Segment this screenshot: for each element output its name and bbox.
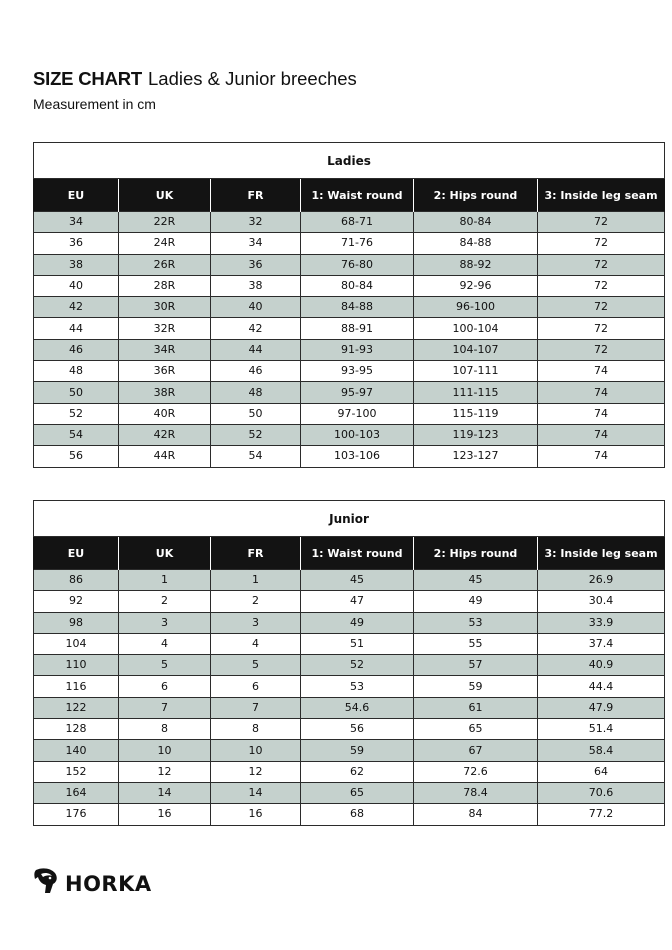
column-header-waist: 1: Waist round	[301, 537, 414, 570]
table-cell: 45	[301, 570, 414, 591]
table-cell: 26.9	[538, 570, 665, 591]
table-cell: 128	[34, 719, 119, 740]
table-cell: 67	[414, 740, 538, 761]
table-cell: 59	[414, 676, 538, 697]
junior-table-title: Junior	[34, 501, 665, 537]
table-cell: 6	[211, 676, 301, 697]
title-bold: SIZE CHART	[33, 68, 143, 89]
table-cell: 77.2	[538, 804, 665, 825]
table-cell: 53	[414, 612, 538, 633]
table-cell: 78.4	[414, 782, 538, 803]
table-cell: 12	[211, 761, 301, 782]
ladies-table-title: Ladies	[34, 143, 665, 179]
table-cell: 103-106	[301, 446, 414, 467]
junior-header-row	[34, 537, 665, 570]
table-cell: 44	[34, 318, 119, 339]
table-cell: 3	[211, 612, 301, 633]
column-header-uk: UK	[119, 537, 211, 570]
table-cell: 74	[538, 382, 665, 403]
table-cell: 88-91	[301, 318, 414, 339]
table-row	[34, 676, 665, 697]
table-cell: 72	[538, 297, 665, 318]
table-cell: 56	[301, 719, 414, 740]
table-cell: 8	[211, 719, 301, 740]
table-row	[34, 719, 665, 740]
table-cell: 48	[211, 382, 301, 403]
table-cell: 36	[34, 233, 119, 254]
table-cell: 59	[301, 740, 414, 761]
table-row	[34, 254, 665, 275]
table-cell: 47.9	[538, 697, 665, 718]
table-cell: 80-84	[301, 275, 414, 296]
table-cell: 16	[119, 804, 211, 825]
table-cell: 47	[301, 591, 414, 612]
table-cell: 12	[119, 761, 211, 782]
table-cell: 122	[34, 697, 119, 718]
table-cell: 110	[34, 655, 119, 676]
table-row	[34, 212, 665, 233]
table-row	[34, 633, 665, 654]
table-cell: 54	[34, 424, 119, 445]
column-header-eu: EU	[34, 537, 119, 570]
table-cell: 33.9	[538, 612, 665, 633]
table-cell: 5	[119, 655, 211, 676]
table-cell: 37.4	[538, 633, 665, 654]
table-cell: 14	[211, 782, 301, 803]
table-cell: 93-95	[301, 361, 414, 382]
table-cell: 42R	[119, 424, 211, 445]
table-cell: 50	[34, 382, 119, 403]
table-cell: 140	[34, 740, 119, 761]
page-subtitle: Measurement in cm	[33, 96, 156, 112]
horse-head-icon	[33, 866, 59, 901]
table-cell: 38R	[119, 382, 211, 403]
table-cell: 100-103	[301, 424, 414, 445]
table-row	[34, 233, 665, 254]
table-cell: 2	[119, 591, 211, 612]
junior-size-table	[33, 500, 664, 826]
table-row	[34, 697, 665, 718]
table-cell: 49	[301, 612, 414, 633]
table-cell: 42	[34, 297, 119, 318]
table-cell: 72	[538, 339, 665, 360]
table-cell: 38	[34, 254, 119, 275]
table-cell: 40.9	[538, 655, 665, 676]
column-header-hips: 2: Hips round	[414, 179, 538, 212]
table-row	[34, 424, 665, 445]
table-cell: 3	[119, 612, 211, 633]
table-row	[34, 591, 665, 612]
table-cell: 72	[538, 233, 665, 254]
table-cell: 71-76	[301, 233, 414, 254]
table-cell: 84	[414, 804, 538, 825]
table-cell: 58.4	[538, 740, 665, 761]
table-cell: 123-127	[414, 446, 538, 467]
table-cell: 76-80	[301, 254, 414, 275]
table-cell: 38	[211, 275, 301, 296]
table-cell: 26R	[119, 254, 211, 275]
table-cell: 40	[34, 275, 119, 296]
table-cell: 34R	[119, 339, 211, 360]
table-cell: 92	[34, 591, 119, 612]
table-cell: 28R	[119, 275, 211, 296]
table-cell: 74	[538, 403, 665, 424]
table-cell: 104-107	[414, 339, 538, 360]
page-title	[33, 68, 357, 90]
column-header-hips: 2: Hips round	[414, 537, 538, 570]
table-cell: 74	[538, 424, 665, 445]
table-cell: 32R	[119, 318, 211, 339]
table-cell: 64	[538, 761, 665, 782]
junior-table-body	[34, 570, 665, 826]
table-cell: 34	[34, 212, 119, 233]
table-cell: 4	[119, 633, 211, 654]
table-cell: 52	[301, 655, 414, 676]
table-cell: 104	[34, 633, 119, 654]
table-cell: 52	[34, 403, 119, 424]
table-row	[34, 655, 665, 676]
table-cell: 55	[414, 633, 538, 654]
table-cell: 91-93	[301, 339, 414, 360]
table-cell: 10	[211, 740, 301, 761]
table-cell: 54	[211, 446, 301, 467]
table-cell: 40	[211, 297, 301, 318]
table-cell: 100-104	[414, 318, 538, 339]
table-cell: 97-100	[301, 403, 414, 424]
table-cell: 65	[414, 719, 538, 740]
table-cell: 176	[34, 804, 119, 825]
title-rest: Ladies & Junior breeches	[148, 68, 357, 89]
table-row	[34, 570, 665, 591]
table-cell: 74	[538, 446, 665, 467]
table-cell: 7	[119, 697, 211, 718]
table-cell: 48	[34, 361, 119, 382]
column-header-uk: UK	[119, 179, 211, 212]
table-cell: 86	[34, 570, 119, 591]
table-cell: 56	[34, 446, 119, 467]
table-cell: 68-71	[301, 212, 414, 233]
table-cell: 61	[414, 697, 538, 718]
column-header-eu: EU	[34, 179, 119, 212]
table-cell: 34	[211, 233, 301, 254]
table-cell: 45	[414, 570, 538, 591]
table-row	[34, 782, 665, 803]
table-cell: 30R	[119, 297, 211, 318]
table-cell: 44	[211, 339, 301, 360]
column-header-inside-leg: 3: Inside leg seam	[538, 179, 665, 212]
table-cell: 40R	[119, 403, 211, 424]
column-header-waist: 1: Waist round	[301, 179, 414, 212]
table-row	[34, 318, 665, 339]
table-cell: 84-88	[301, 297, 414, 318]
table-cell: 70.6	[538, 782, 665, 803]
table-cell: 30.4	[538, 591, 665, 612]
table-row	[34, 612, 665, 633]
table-row	[34, 403, 665, 424]
table-cell: 72.6	[414, 761, 538, 782]
table-cell: 51.4	[538, 719, 665, 740]
column-header-inside-leg: 3: Inside leg seam	[538, 537, 665, 570]
table-cell: 98	[34, 612, 119, 633]
table-cell: 52	[211, 424, 301, 445]
table-cell: 116	[34, 676, 119, 697]
ladies-table-body	[34, 212, 665, 468]
table-cell: 107-111	[414, 361, 538, 382]
column-header-fr: FR	[211, 179, 301, 212]
table-cell: 119-123	[414, 424, 538, 445]
column-header-fr: FR	[211, 537, 301, 570]
table-cell: 72	[538, 212, 665, 233]
table-cell: 46	[34, 339, 119, 360]
table-cell: 111-115	[414, 382, 538, 403]
table-cell: 95-97	[301, 382, 414, 403]
table-cell: 72	[538, 254, 665, 275]
table-cell: 1	[119, 570, 211, 591]
table-cell: 6	[119, 676, 211, 697]
table-cell: 2	[211, 591, 301, 612]
table-row	[34, 804, 665, 825]
table-cell: 49	[414, 591, 538, 612]
table-cell: 36	[211, 254, 301, 275]
ladies-size-table	[33, 142, 664, 468]
table-cell: 1	[211, 570, 301, 591]
table-cell: 10	[119, 740, 211, 761]
table-cell: 50	[211, 403, 301, 424]
table-cell: 68	[301, 804, 414, 825]
table-cell: 54.6	[301, 697, 414, 718]
table-cell: 115-119	[414, 403, 538, 424]
table-cell: 4	[211, 633, 301, 654]
table-row	[34, 761, 665, 782]
table-cell: 46	[211, 361, 301, 382]
table-cell: 80-84	[414, 212, 538, 233]
table-cell: 96-100	[414, 297, 538, 318]
table-cell: 152	[34, 761, 119, 782]
table-cell: 72	[538, 275, 665, 296]
table-row	[34, 275, 665, 296]
table-cell: 74	[538, 361, 665, 382]
table-cell: 51	[301, 633, 414, 654]
brand-name: HORKA	[65, 871, 152, 896]
table-cell: 84-88	[414, 233, 538, 254]
table-cell: 53	[301, 676, 414, 697]
table-cell: 57	[414, 655, 538, 676]
table-row	[34, 339, 665, 360]
table-cell: 62	[301, 761, 414, 782]
table-cell: 7	[211, 697, 301, 718]
table-cell: 8	[119, 719, 211, 740]
table-row	[34, 297, 665, 318]
table-cell: 92-96	[414, 275, 538, 296]
table-cell: 65	[301, 782, 414, 803]
table-cell: 22R	[119, 212, 211, 233]
table-cell: 164	[34, 782, 119, 803]
table-cell: 42	[211, 318, 301, 339]
table-cell: 36R	[119, 361, 211, 382]
table-cell: 5	[211, 655, 301, 676]
table-cell: 16	[211, 804, 301, 825]
table-cell: 44.4	[538, 676, 665, 697]
table-row	[34, 446, 665, 467]
table-row	[34, 740, 665, 761]
ladies-header-row	[34, 179, 665, 212]
table-cell: 72	[538, 318, 665, 339]
table-row	[34, 361, 665, 382]
table-row	[34, 382, 665, 403]
table-cell: 24R	[119, 233, 211, 254]
table-cell: 32	[211, 212, 301, 233]
brand-logo	[33, 866, 152, 901]
table-cell: 14	[119, 782, 211, 803]
table-cell: 44R	[119, 446, 211, 467]
table-cell: 88-92	[414, 254, 538, 275]
